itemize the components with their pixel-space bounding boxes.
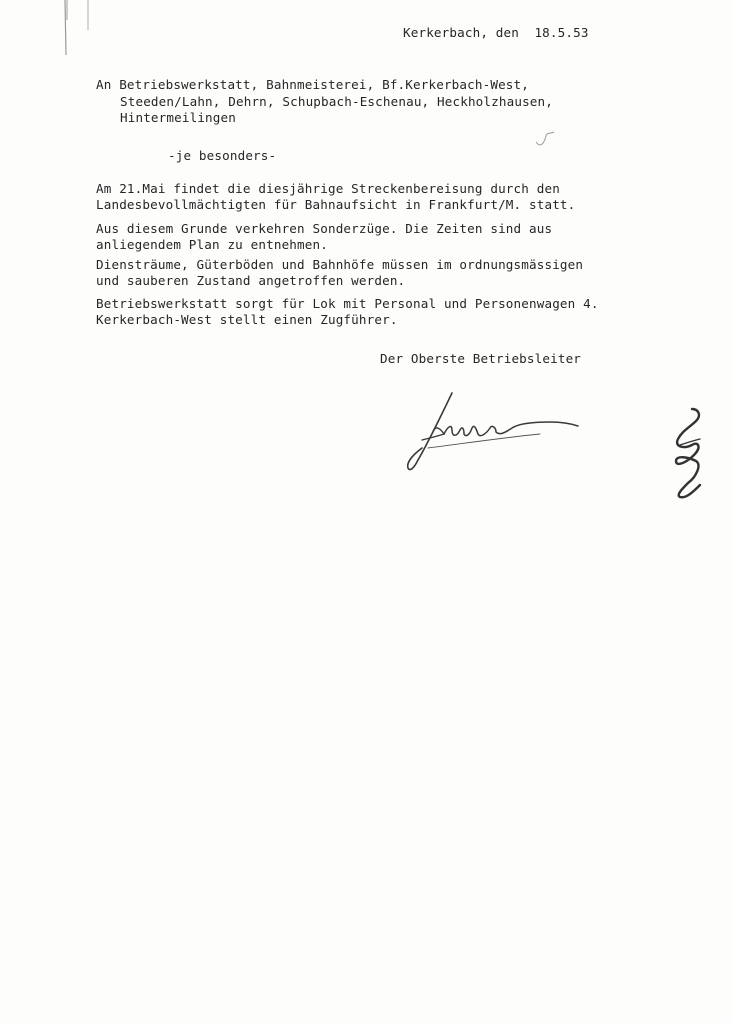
handwritten-signature — [400, 388, 590, 478]
handwritten-initial-mark — [662, 405, 712, 500]
recipient-line-2: Steeden/Lahn, Dehrn, Schupbach-Eschenau, Heckholzhausen, — [120, 94, 553, 109]
closing-title: Der Oberste Betriebsleiter — [380, 351, 582, 366]
pencil-tick-mark — [532, 128, 560, 150]
recipient-line-1: An Betriebswerkstatt, Bahnmeisterei, Bf.Kerkerbach-West, — [96, 77, 529, 92]
paragraph-3-line-2: und sauberen Zustand angetroffen werden. — [96, 273, 406, 288]
paragraph-2-line-2: anliegendem Plan zu entnehmen. — [96, 237, 328, 252]
recipient-line-3: Hintermeilingen — [120, 110, 236, 125]
paragraph-4-line-1: Betriebswerkstatt sorgt für Lok mit Personal und Personenwagen 4. — [96, 296, 599, 311]
scan-edge-marks — [55, 0, 95, 60]
paragraph-1-line-2: Landesbevollmächtigten für Bahnaufsicht in Frankfurt/M. statt. — [96, 197, 576, 212]
paragraph-3-line-1: Diensträume, Güterböden und Bahnhöfe müssen im ordnungsmässigen — [96, 257, 584, 272]
date-line: Kerkerbach, den 18.5.53 — [403, 25, 589, 40]
paragraph-4-line-2: Kerkerbach-West stellt einen Zugführer. — [96, 312, 398, 327]
distribution-note: -je besonders- — [168, 148, 277, 163]
paragraph-2-line-1: Aus diesem Grunde verkehren Sonderzüge. Die Zeiten sind aus — [96, 221, 553, 236]
paragraph-1-line-1: Am 21.Mai findet die diesjährige Streckenbereisung durch den — [96, 181, 560, 196]
